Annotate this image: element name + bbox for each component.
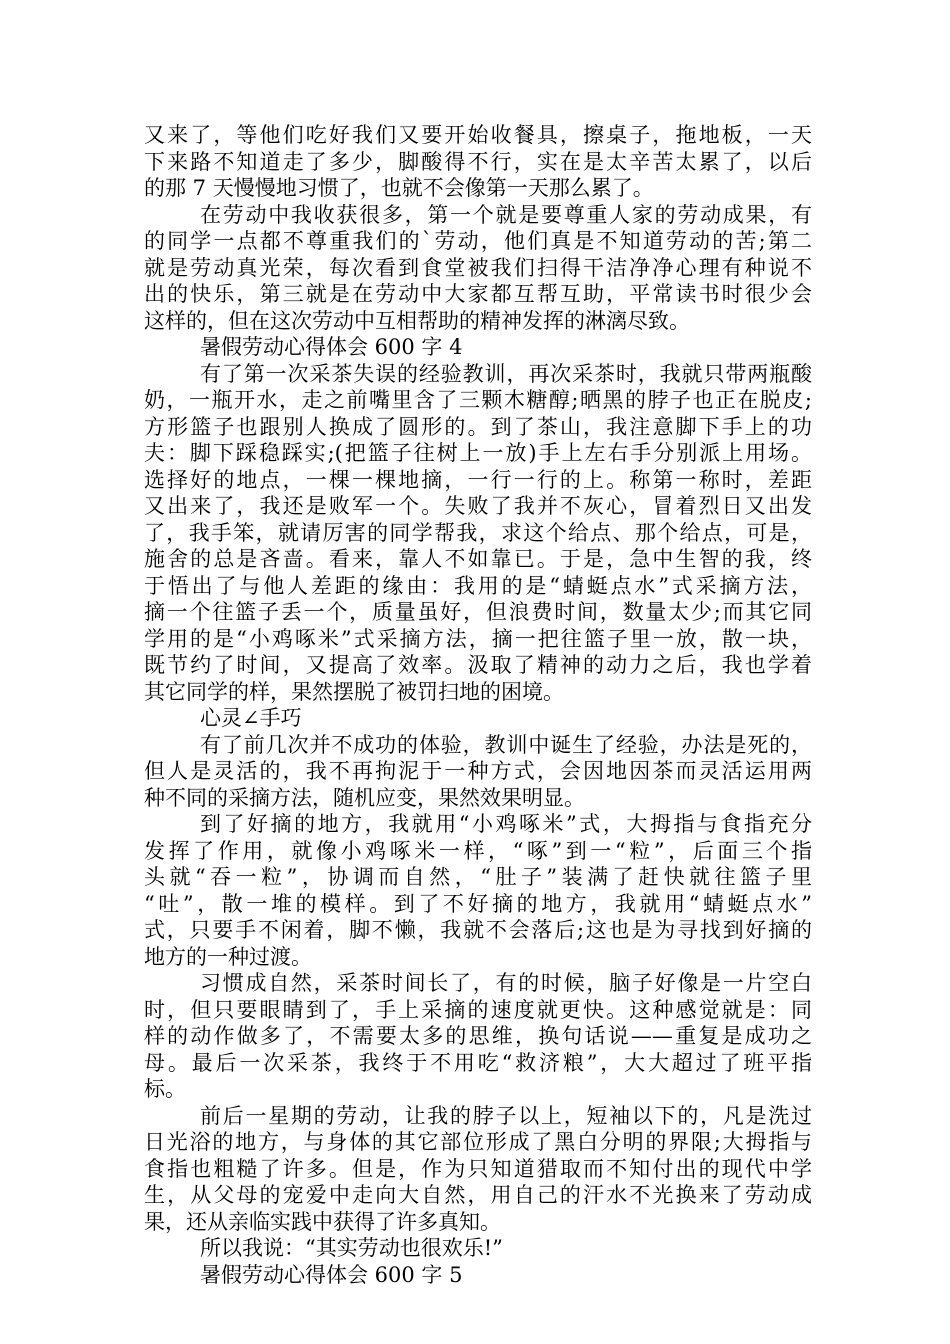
text-line: 施舍的总是吝啬。看来，靠人不如靠已。于是，急中生智的我，终 (144, 547, 812, 571)
text-line: 其它同学的样，果然摆脱了被罚扫地的困境。 (144, 679, 564, 704)
text-line: 种不同的采摘方法，随机应变，果然效果明显。 (144, 785, 585, 810)
text-line: 在劳动中我收获很多，第一个就是要尊重人家的劳动成果，有 (200, 202, 812, 227)
text-line: 前后一星期的劳动，让我的脖子以上，短袖以下的，凡是洗过 (200, 1103, 812, 1128)
text-line: 头就“吞一粒”，协调而自然，“肚子”装满了赶快就往篮子里 (144, 865, 812, 889)
text-line: 到了好摘的地方，我就用“小鸡啄米”式，大拇指与食指充分 (200, 812, 812, 836)
text-line: 暑假劳动心得体会 600 字 5 (200, 1262, 463, 1287)
text-line: 方形篮子也跟别人换成了圆形的。到了茶山，我注意脚下手上的功 (144, 414, 812, 439)
text-line: 生，从父母的宠爱中走向大自然，用自己的汗水不光换来了劳动成 (144, 1183, 812, 1207)
text-line: 了，我手笨，就请厉害的同学帮我，求这个给点、那个给点，可是， (144, 520, 812, 545)
text-line: 暑假劳动心得体会 600 字 4 (200, 335, 463, 359)
text-line: 的同学一点都不尊重我们的`劳动，他们真是不知道劳动的苦;第二 (144, 229, 812, 253)
document-page (144, 122, 812, 1288)
text-line: 发挥了作用，就像小鸡啄米一样，“啄”到一“粒”，后面三个指 (144, 838, 812, 863)
text-line: 选择好的地点，一棵一棵地摘，一行一行的上。称第一称时，差距 (144, 467, 812, 492)
text-line: 食指也粗糙了许多。但是，作为只知道猎取而不知付出的现代中学 (144, 1156, 812, 1181)
text-line: 地方的一种过渡。 (144, 944, 312, 969)
text-line: 日光浴的地方，与身体的其它部位形成了黑白分明的界限;大拇指与 (144, 1130, 812, 1154)
text-line: 就是劳动真光荣，每次看到食堂被我们扫得干洁净净心理有种说不 (144, 255, 812, 280)
text-line: “吐”，散一堆的模样。到了不好摘的地方，我就用“蜻蜓点水” (144, 891, 812, 916)
text-line: 出的快乐，第三就是在劳动中大家都互帮互助，平常读书时很少会 (144, 282, 812, 306)
text-line: 这样的，但在这次劳动中互相帮助的精神发挥的淋漓尽致。 (144, 308, 690, 333)
text-line: 又出来了，我还是败军一个。失败了我并不灰心，冒着烈日又出发 (144, 494, 812, 518)
text-line: 所以我说：“其实劳动也很欢乐!” (200, 1236, 503, 1260)
text-line: 于悟出了与他人差距的缘由：我用的是“蜻蜓点水”式采摘方法， (144, 573, 812, 598)
text-line: 又来了，等他们吃好我们又要开始收餐具，擦桌子，拖地板，一天 (144, 123, 812, 147)
text-line: 的那 7 天慢慢地习惯了，也就不会像第一天那么累了。 (144, 176, 654, 200)
text-line: 有了第一次采茶失误的经验教训，再次采茶时，我就只带两瓶酸 (200, 361, 812, 386)
text-line: 习惯成自然，采茶时间长了，有的时候，脑子好像是一片空白 (200, 971, 812, 995)
text-line: 时，但只要眼睛到了，手上采摘的速度就更快。这种感觉就是：同 (144, 997, 812, 1022)
text-line: 下来路不知道走了多少，脚酸得不行，实在是太辛苦太累了，以后 (144, 149, 812, 174)
text-line: 奶，一瓶开水，走之前嘴里含了三颗木糖醇;晒黑的脖子也正在脱皮; (144, 388, 812, 412)
text-line: 摘一个往篮子丢一个，质量虽好，但浪费时间，数量太少;而其它同 (144, 600, 812, 624)
text-line: 夫：脚下踩稳踩实;(把篮子往树上一放)手上左右手分别派上用场。 (144, 441, 812, 465)
text-line: 学用的是“小鸡啄米”式采摘方法，摘一把往篮子里一放，散一块， (144, 626, 812, 651)
text-line: 果，还从亲临实践中获得了许多真知。 (144, 1209, 501, 1234)
text-line: 心灵∠手巧 (200, 706, 302, 730)
text-line: 母。最后一次采茶，我终于不用吃“救济粮”，大大超过了班平指 (144, 1050, 812, 1075)
text-line: 但人是灵活的，我不再拘泥于一种方式，会因地因茶而灵活运用两 (144, 759, 812, 783)
text-line: 样的动作做多了，不需要太多的思维，换句话说——重复是成功之 (144, 1024, 812, 1048)
text-line: 有了前几次并不成功的体验，教训中诞生了经验，办法是死的， (200, 732, 812, 757)
text-line: 既节约了时间，又提高了效率。汲取了精神的动力之后，我也学着 (144, 653, 812, 677)
text-line: 式，只要手不闲着，脚不懒，我就不会落后;这也是为寻找到好摘的 (144, 918, 812, 942)
text-line: 标。 (144, 1077, 186, 1101)
